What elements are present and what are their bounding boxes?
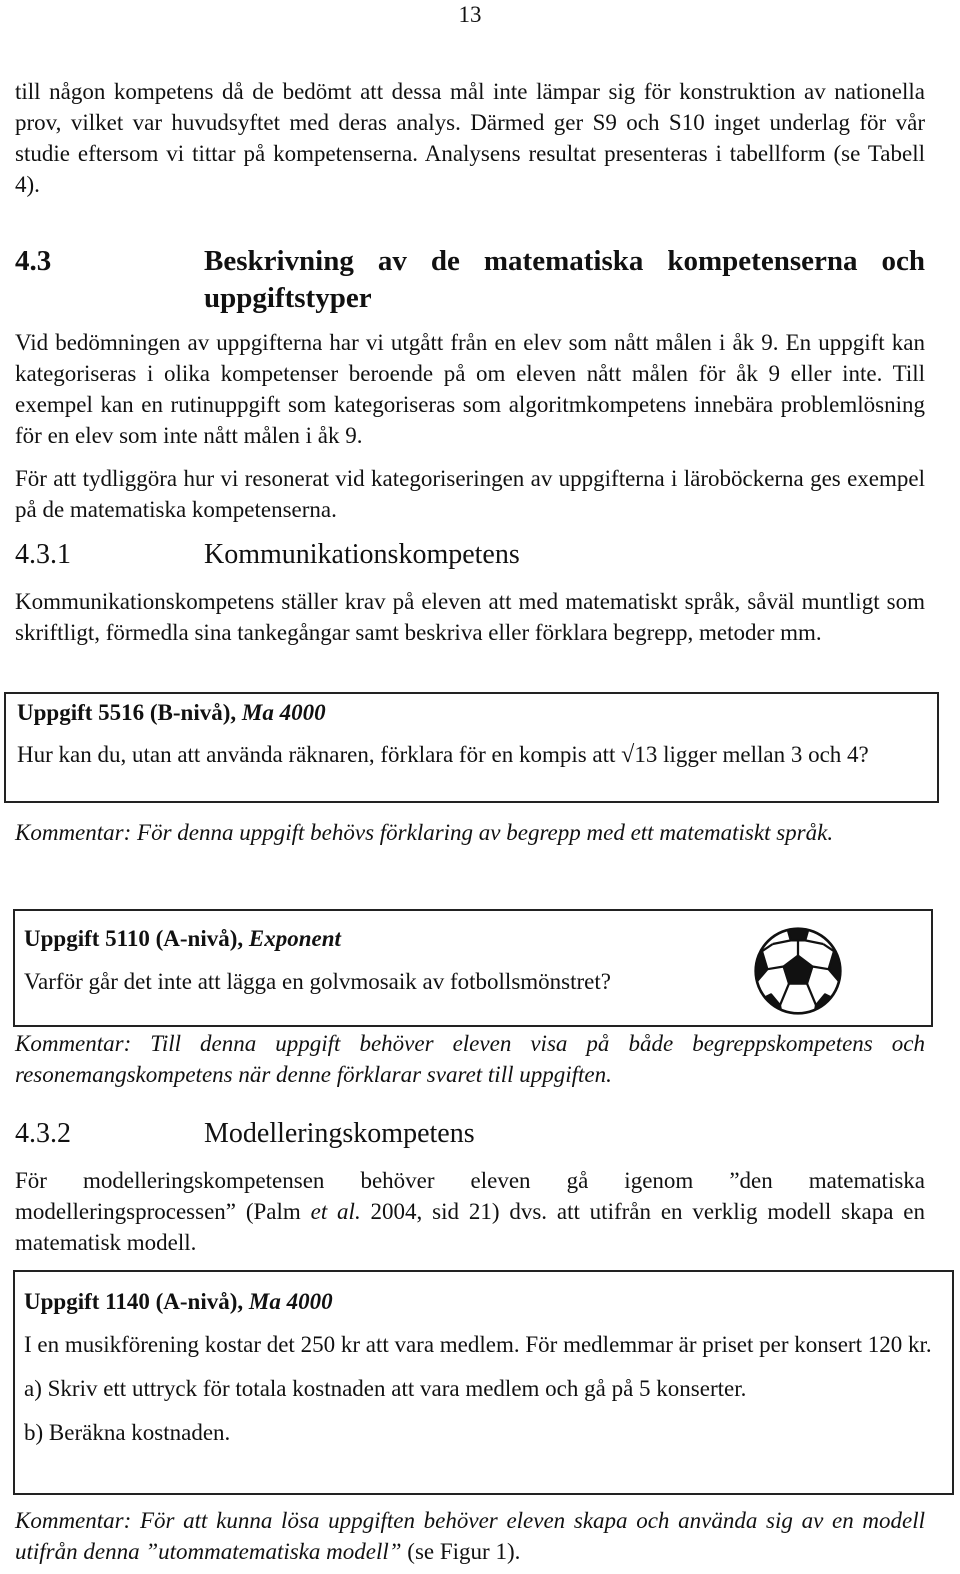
section-number: 4.3 [15,245,52,277]
section-4-3-1-heading [15,538,520,572]
et-al: et al. [310,1199,361,1224]
paragraph-text: För modelleringskompetensen behöver eleven gå igenom ”den matematiska modelleringsprocessen” (Palm et al. 2004, sid 21) dvs. att utifrån en verklig modell skapa en matematisk modell. [15,1168,926,1255]
paragraph-text: För att tydliggöra hur vi resonerat vid kategoriseringen av uppgifterna i läroböckerna ges exempel på de matematiska kompetenserna. [15,466,925,522]
task-text: I en musikförening kostar det 250 kr att vara medlem. För medlemmar är priset per konsert 120 kr. [24,1332,932,1357]
task-title: Uppgift 5516 (B-nivå), Ma 4000 [17,700,326,725]
section-4-3-2-paragraph [15,1165,925,1258]
comment-5516: Kommentar: För denna uppgift behövs förklaring av begrepp med ett matematiskt språk. [15,820,834,845]
section-4-3-1-paragraph [15,586,925,648]
task-5110-box [13,909,933,1027]
square-root-symbol: √ [621,742,635,768]
comment-5110: Kommentar: Till denna uppgift behöver eleven visa på både begreppskompetens och resonemangskompetens när denne förklarar svaret till uppgiften. [15,1031,925,1087]
section-title: Modelleringskompetens [204,1118,475,1149]
intro-text: till någon kompetens då de bedömt att dessa mål inte lämpar sig för konstruktion av nationella prov, vilket var huvudsyftet med deras analys. Därmed ger S9 och S10 inget underlag för vår studie eftersom vi tittar på kompetenserna. Analysens resultat presenteras i tabellform (se Tabell 4). [15,79,925,197]
task-title: Uppgift 5110 (A-nivå), Exponent [24,926,341,951]
book-name: Exponent [248,926,341,951]
task-1140-box [13,1270,954,1495]
paragraph-text: Vid bedömningen av uppgifterna har vi utgått från en elev som nått målen i åk 9. En uppgift kan kategoriseras i olika kompetenser beroende på om eleven nått målen för åk 9 eller inte. Till exempel kan en rutinuppgift som kategoriseras som algoritmkompetens innebära problemlösning för en elev som inte nått målen i åk 9. [15,330,925,448]
book-name: Ma 4000 [241,700,326,725]
task-text: Hur kan du, utan att använda räknaren, förklara för en kompis att √13 ligger mellan 3 och 4? [17,742,869,768]
section-number: 4.3.2 [15,1118,71,1149]
book-name: Ma 4000 [248,1289,333,1314]
task-title: Uppgift 1140 (A-nivå), Ma 4000 [24,1289,333,1314]
task-text: Varför går det inte att lägga en golvmosaik av fotbollsmönstret? [24,969,611,994]
page-number: 13 [458,2,482,27]
task-part-a: a) Skriv ett uttryck för totala kostnaden att vara medlem och gå på 5 konserter. [24,1376,747,1401]
paragraph-text: Kommunikationskompetens ställer krav på eleven att med matematiskt språk, såväl muntligt som skriftligt, förmedla sina tankegångar samt beskriva eller förklara begrepp, metoder mm. [15,589,925,645]
section-4-3-paragraph-2 [15,463,925,525]
section-title: Kommunikationskompetens [204,539,520,570]
football-icon [753,926,843,1016]
section-number: 4.3.1 [15,539,71,570]
section-4-3-paragraph-1 [15,327,925,451]
section-title: Beskrivning av de matematiska kompetenserna och uppgiftstyper [204,245,925,314]
section-4-3-2-heading [15,1117,475,1151]
intro-paragraph [15,76,925,200]
task-part-b: b) Beräkna kostnaden. [24,1420,231,1445]
section-4-3-heading [15,243,925,317]
task-5516-box [4,692,939,803]
comment-1140: Kommentar: För att kunna lösa uppgiften behöver eleven skapa och använda sig av en modell utifrån denna ”utommatematiska modell” (se Figur 1). [15,1508,925,1564]
